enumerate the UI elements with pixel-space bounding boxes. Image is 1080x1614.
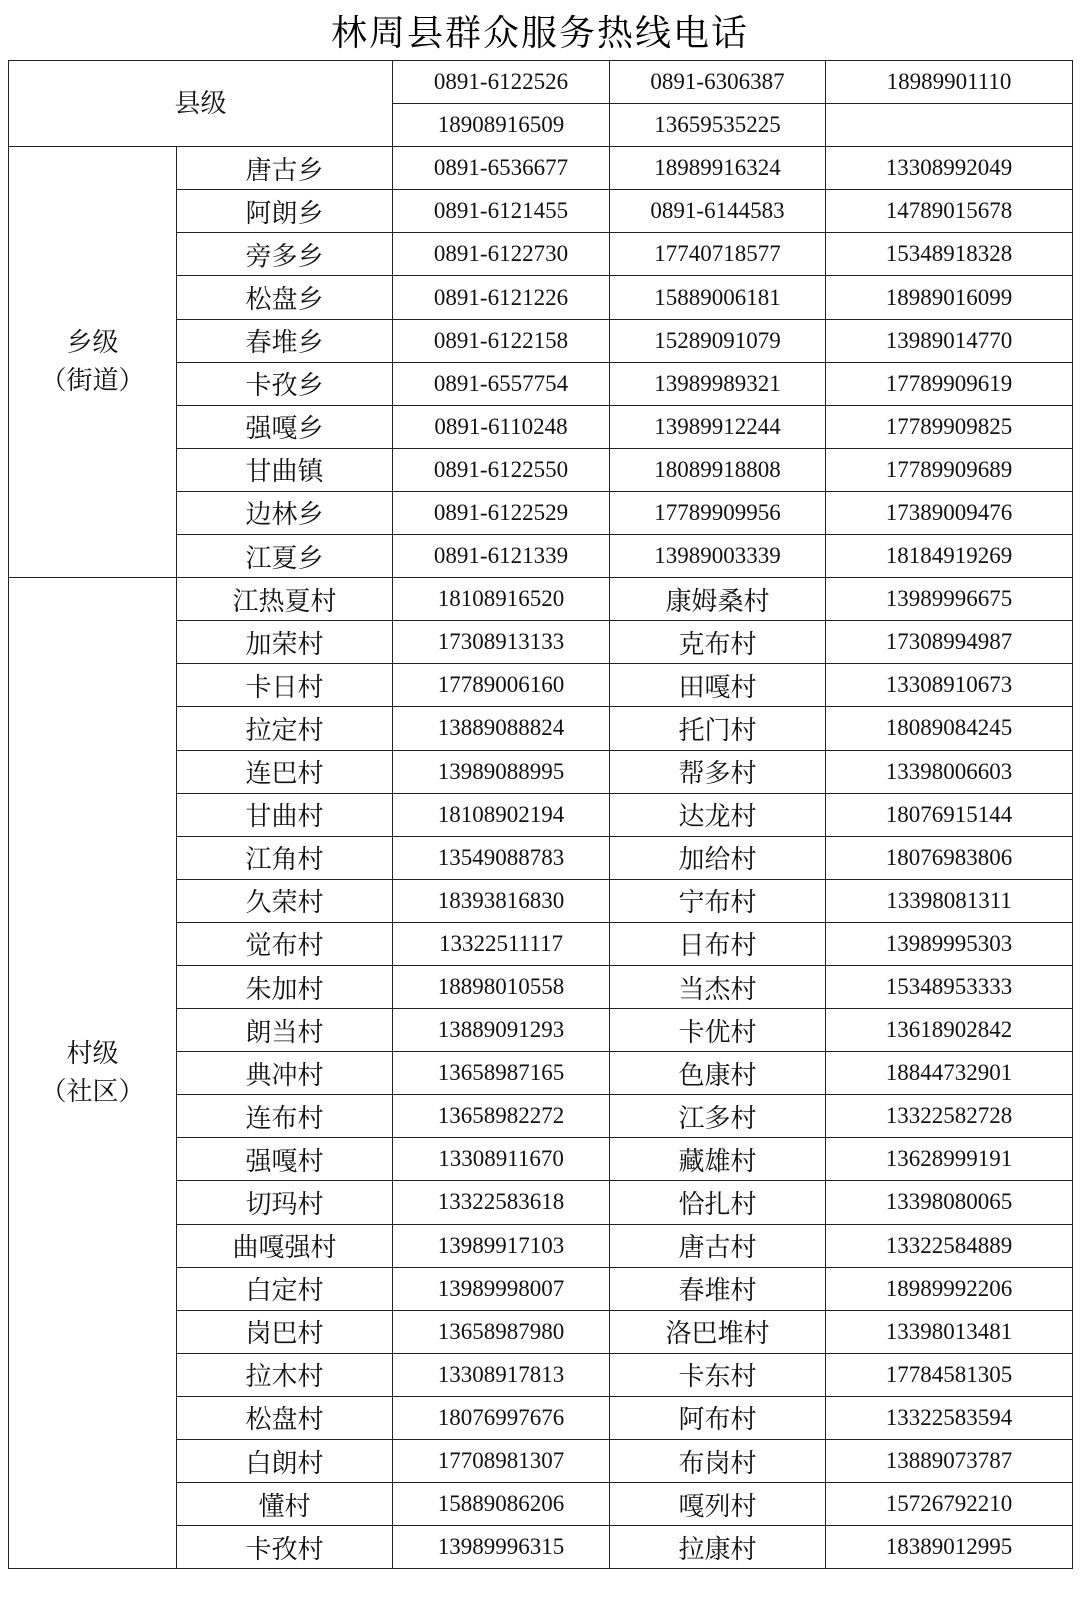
township-phone: 0891-6122529 [393,491,610,534]
village-phone: 18844732901 [826,1052,1073,1095]
township-name: 卡孜乡 [177,362,393,405]
village-name: 江多村 [610,1095,826,1138]
village-name: 当杰村 [610,965,826,1008]
township-phone: 17789909825 [826,405,1073,448]
village-label [9,578,177,1569]
township-label-line2: （街道） [40,366,145,397]
township-label [9,147,177,578]
township-name: 阿朗乡 [177,190,393,233]
village-name: 加给村 [610,836,826,879]
township-phone: 17389009476 [826,491,1073,534]
township-phone: 13308992049 [826,147,1073,190]
township-phone: 0891-6121339 [393,535,610,578]
hotline-document [8,4,1072,1569]
county-label [9,61,393,147]
village-phone: 18089084245 [826,707,1073,750]
village-phone: 13889073787 [826,1440,1073,1483]
village-name: 唐古村 [610,1224,826,1267]
village-name: 康姆桑村 [610,578,826,621]
village-name: 田嘎村 [610,664,826,707]
village-name: 宁布村 [610,879,826,922]
village-phone: 13889088824 [393,707,610,750]
township-phone: 13989912244 [610,405,826,448]
village-phone: 13398006603 [826,750,1073,793]
township-phone: 18089918808 [610,448,826,491]
page-title: 林周县群众服务热线电话 [330,13,749,54]
village-name: 托门村 [610,707,826,750]
village-name: 甘曲村 [177,793,393,836]
township-phone: 17789909956 [610,491,826,534]
village-phone: 18076997676 [393,1396,610,1439]
village-name: 加荣村 [177,621,393,664]
village-name: 典冲村 [177,1052,393,1095]
township-phone: 0891-6536677 [393,147,610,190]
township-phone: 17789909619 [826,362,1073,405]
village-phone: 17789006160 [393,664,610,707]
village-name: 朱加村 [177,965,393,1008]
township-phone: 17789909689 [826,448,1073,491]
village-name: 懂村 [177,1483,393,1526]
village-phone: 13618902842 [826,1009,1073,1052]
village-phone: 13308911670 [393,1138,610,1181]
village-phone: 17784581305 [826,1353,1073,1396]
township-phone: 18184919269 [826,535,1073,578]
village-name: 克布村 [610,621,826,664]
village-phone: 18108902194 [393,793,610,836]
county-phone: 18908916509 [393,104,610,147]
village-name: 白朗村 [177,1440,393,1483]
village-phone: 13989995303 [826,922,1073,965]
township-name: 甘曲镇 [177,448,393,491]
township-phone: 15889006181 [610,276,826,319]
township-phone: 15348918328 [826,233,1073,276]
village-row [9,578,1073,621]
township-phone: 13989989321 [610,362,826,405]
village-name: 松盘村 [177,1396,393,1439]
township-phone: 14789015678 [826,190,1073,233]
township-phone: 0891-6110248 [393,405,610,448]
township-phone: 15289091079 [610,319,826,362]
township-name: 旁多乡 [177,233,393,276]
village-name: 春堆村 [610,1267,826,1310]
village-phone: 17708981307 [393,1440,610,1483]
village-name: 洛巴堆村 [610,1310,826,1353]
village-phone: 18989992206 [826,1267,1073,1310]
village-phone: 13308910673 [826,664,1073,707]
county-phone: 18989901110 [826,61,1073,104]
township-phone: 0891-6557754 [393,362,610,405]
village-phone: 13398013481 [826,1310,1073,1353]
village-phone: 15726792210 [826,1483,1073,1526]
township-row [9,147,1073,190]
township-phone: 0891-6122550 [393,448,610,491]
village-phone: 13322583618 [393,1181,610,1224]
village-name: 拉定村 [177,707,393,750]
village-name: 江角村 [177,836,393,879]
village-name: 连巴村 [177,750,393,793]
village-phone: 13889091293 [393,1009,610,1052]
county-phone [826,104,1073,147]
village-phone: 13989996315 [393,1526,610,1569]
village-phone: 18898010558 [393,965,610,1008]
village-name: 卡日村 [177,664,393,707]
village-phone: 13308917813 [393,1353,610,1396]
village-name: 拉康村 [610,1526,826,1569]
village-phone: 18389012995 [826,1526,1073,1569]
village-phone: 13628999191 [826,1138,1073,1181]
village-name: 卡优村 [610,1009,826,1052]
township-name: 强嘎乡 [177,405,393,448]
village-phone: 13989996675 [826,578,1073,621]
village-phone: 13322583594 [826,1396,1073,1439]
township-label-line1: 乡级 [66,328,119,359]
village-name: 觉布村 [177,922,393,965]
village-name: 强嘎村 [177,1138,393,1181]
village-phone: 18076915144 [826,793,1073,836]
village-phone: 13322511117 [393,922,610,965]
township-name: 边林乡 [177,491,393,534]
village-name: 拉木村 [177,1353,393,1396]
village-name: 切玛村 [177,1181,393,1224]
village-name: 久荣村 [177,879,393,922]
village-phone: 13658982272 [393,1095,610,1138]
hotline-table [8,60,1073,1569]
township-phone: 0891-6121455 [393,190,610,233]
township-phone: 18989916324 [610,147,826,190]
village-name: 曲嘎强村 [177,1224,393,1267]
village-phone: 13549088783 [393,836,610,879]
village-name: 帮多村 [610,750,826,793]
township-phone: 13989003339 [610,535,826,578]
village-phone: 13398081311 [826,879,1073,922]
village-label-line2: （社区） [40,1077,145,1108]
village-phone: 17308994987 [826,621,1073,664]
village-name: 藏雄村 [610,1138,826,1181]
village-phone: 18393816830 [393,879,610,922]
village-name: 色康村 [610,1052,826,1095]
village-name: 恰扎村 [610,1181,826,1224]
village-phone: 13989998007 [393,1267,610,1310]
county-phone: 13659535225 [610,104,826,147]
village-phone: 15348953333 [826,965,1073,1008]
county-phone: 0891-6306387 [610,61,826,104]
village-phone: 13989088995 [393,750,610,793]
village-name: 嘎列村 [610,1483,826,1526]
township-name: 松盘乡 [177,276,393,319]
township-phone: 0891-6121226 [393,276,610,319]
village-name: 白定村 [177,1267,393,1310]
township-phone: 0891-6122158 [393,319,610,362]
village-phone: 13658987165 [393,1052,610,1095]
village-phone: 13322582728 [826,1095,1073,1138]
village-phone: 18108916520 [393,578,610,621]
township-phone: 13989014770 [826,319,1073,362]
village-name: 日布村 [610,922,826,965]
county-row [9,61,1073,104]
village-phone: 18076983806 [826,836,1073,879]
village-name: 布岗村 [610,1440,826,1483]
village-label-line1: 村级 [66,1039,119,1070]
township-name: 江夏乡 [177,535,393,578]
village-name: 江热夏村 [177,578,393,621]
village-phone: 13989917103 [393,1224,610,1267]
village-name: 卡东村 [610,1353,826,1396]
village-phone: 13398080065 [826,1181,1073,1224]
township-phone: 18989016099 [826,276,1073,319]
township-name: 春堆乡 [177,319,393,362]
township-phone: 0891-6144583 [610,190,826,233]
village-name: 达龙村 [610,793,826,836]
village-name: 朗当村 [177,1009,393,1052]
village-name: 连布村 [177,1095,393,1138]
county-phone: 0891-6122526 [393,61,610,104]
village-name: 阿布村 [610,1396,826,1439]
township-name: 唐古乡 [177,147,393,190]
village-phone: 13322584889 [826,1224,1073,1267]
village-phone: 13658987980 [393,1310,610,1353]
village-name: 岗巴村 [177,1310,393,1353]
county-label-line1: 县级 [174,88,227,119]
village-phone: 15889086206 [393,1483,610,1526]
village-phone: 17308913133 [393,621,610,664]
township-phone: 17740718577 [610,233,826,276]
township-phone: 0891-6122730 [393,233,610,276]
village-name: 卡孜村 [177,1526,393,1569]
